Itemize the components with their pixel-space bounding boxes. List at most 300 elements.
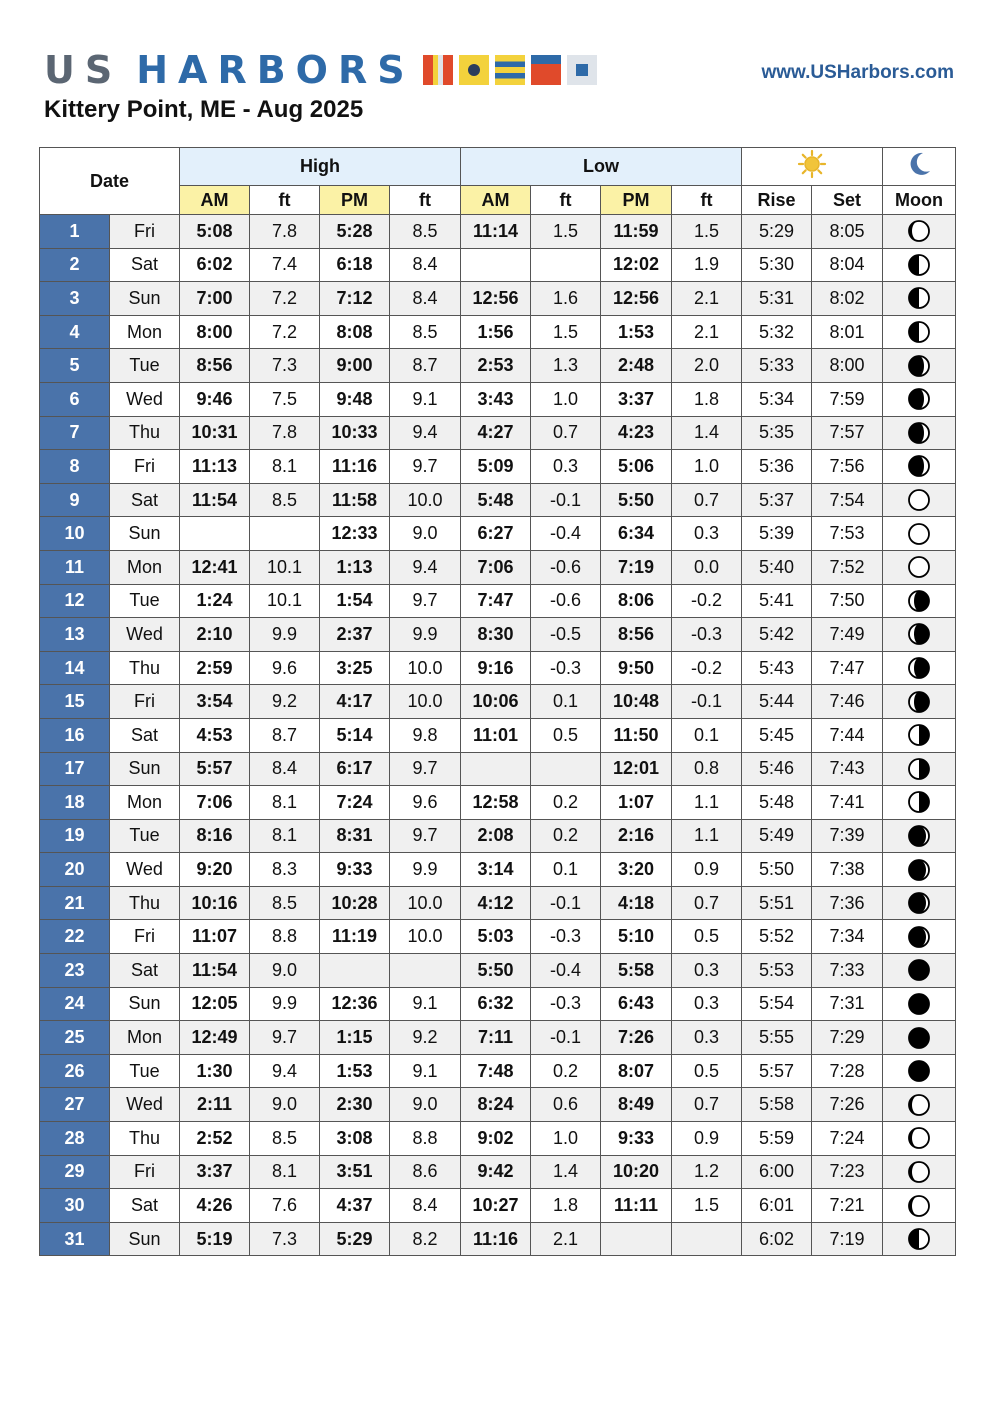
- day-number: 12: [40, 584, 110, 618]
- low-am-time: 5:09: [461, 450, 531, 484]
- sunset-time: 8:00: [812, 349, 883, 383]
- high-am-height: 7.2: [250, 282, 320, 316]
- sunrise-time: 5:43: [742, 651, 812, 685]
- high-pm-time: 11:19: [320, 920, 390, 954]
- sunrise-time: 5:53: [742, 954, 812, 988]
- sunrise-time: 5:49: [742, 819, 812, 853]
- high-am-time: 5:19: [180, 1222, 250, 1256]
- low-pm-time: 7:26: [601, 1021, 672, 1055]
- moon-phase-new-icon: [907, 1026, 931, 1050]
- high-am-time: 7:00: [180, 282, 250, 316]
- day-of-week: Sun: [110, 1222, 180, 1256]
- high-pm-height: 10.0: [390, 651, 461, 685]
- flag-icon: [531, 55, 561, 85]
- low-am-height: 0.7: [531, 416, 601, 450]
- low-am-time: 10:06: [461, 685, 531, 719]
- low-am-time: 11:01: [461, 718, 531, 752]
- moon-phase-cell: [883, 416, 956, 450]
- low-pm-height: 0.1: [672, 718, 742, 752]
- high-pm-time: 5:29: [320, 1222, 390, 1256]
- high-am-height: 7.2: [250, 315, 320, 349]
- high-am-height: 9.4: [250, 1054, 320, 1088]
- sunset-header: Set: [812, 186, 883, 215]
- table-row: [40, 315, 956, 349]
- high-pm-height: 8.4: [390, 282, 461, 316]
- high-pm-height: 9.7: [390, 819, 461, 853]
- high-am-height: 8.5: [250, 1122, 320, 1156]
- low-pm-height: 0.7: [672, 886, 742, 920]
- low-am-time: 4:12: [461, 886, 531, 920]
- moon-phase-waxing-crescent-icon: [907, 219, 931, 243]
- high-pm-height: 9.4: [390, 416, 461, 450]
- high-pm-height: 9.8: [390, 718, 461, 752]
- table-row: [40, 920, 956, 954]
- high-am-time: 8:00: [180, 315, 250, 349]
- day-of-week: Wed: [110, 618, 180, 652]
- table-row: [40, 382, 956, 416]
- moon-phase-cell: [883, 618, 956, 652]
- low-am-time: 1:56: [461, 315, 531, 349]
- sunrise-time: 6:00: [742, 1155, 812, 1189]
- sunset-time: 7:52: [812, 550, 883, 584]
- high-am-time: 8:56: [180, 349, 250, 383]
- usharbors-logo: [44, 48, 597, 92]
- high-pm-time: 5:28: [320, 215, 390, 249]
- table-row: [40, 584, 956, 618]
- low-am-height: -0.4: [531, 954, 601, 988]
- high-am-ft-header: ft: [250, 186, 320, 215]
- day-of-week: Thu: [110, 886, 180, 920]
- sunset-time: 7:54: [812, 483, 883, 517]
- table-row: [40, 819, 956, 853]
- moon-phase-waxing-gibbous-icon: [907, 421, 931, 445]
- low-am-time: 5:03: [461, 920, 531, 954]
- low-pm-header: PM: [601, 186, 672, 215]
- sunrise-time: 5:55: [742, 1021, 812, 1055]
- low-pm-height: 1.8: [672, 382, 742, 416]
- high-pm-time: 8:08: [320, 315, 390, 349]
- moon-phase-waxing-gibbous-icon: [907, 387, 931, 411]
- sunset-time: 7:46: [812, 685, 883, 719]
- high-pm-time: 12:36: [320, 987, 390, 1021]
- high-am-height: 7.4: [250, 248, 320, 282]
- high-am-time: 11:54: [180, 483, 250, 517]
- sunrise-time: 5:30: [742, 248, 812, 282]
- sunrise-time: 5:34: [742, 382, 812, 416]
- nautical-flags: [423, 55, 597, 85]
- moon-phase-new-icon: [907, 1059, 931, 1083]
- moon-phase-waning-crescent-icon: [907, 824, 931, 848]
- table-row: [40, 1155, 956, 1189]
- high-pm-time: 2:37: [320, 618, 390, 652]
- low-am-height: -0.3: [531, 920, 601, 954]
- moon-phase-cell: [883, 215, 956, 249]
- high-am-height: 7.3: [250, 349, 320, 383]
- low-pm-height: 2.1: [672, 282, 742, 316]
- low-pm-height: 0.9: [672, 853, 742, 887]
- sunrise-time: 5:54: [742, 987, 812, 1021]
- high-am-height: 9.0: [250, 954, 320, 988]
- low-am-time: 8:24: [461, 1088, 531, 1122]
- low-am-time: 7:47: [461, 584, 531, 618]
- sunset-time: 7:34: [812, 920, 883, 954]
- low-am-time: 2:08: [461, 819, 531, 853]
- day-number: 21: [40, 886, 110, 920]
- low-pm-height: 0.3: [672, 954, 742, 988]
- high-pm-time: 6:17: [320, 752, 390, 786]
- high-am-time: 3:54: [180, 685, 250, 719]
- low-pm-time: 12:56: [601, 282, 672, 316]
- low-pm-height: 1.5: [672, 1189, 742, 1223]
- high-am-height: 8.1: [250, 786, 320, 820]
- sunset-time: 8:02: [812, 282, 883, 316]
- high-am-height: 8.1: [250, 1155, 320, 1189]
- high-am-time: 2:52: [180, 1122, 250, 1156]
- sunrise-time: 5:52: [742, 920, 812, 954]
- moon-phase-first-quarter-icon: [907, 320, 931, 344]
- day-number: 30: [40, 1189, 110, 1223]
- high-pm-time: 8:31: [320, 819, 390, 853]
- day-number: 1: [40, 215, 110, 249]
- low-pm-time: 5:50: [601, 483, 672, 517]
- high-pm-time: 2:30: [320, 1088, 390, 1122]
- low-am-height: -0.1: [531, 483, 601, 517]
- low-am-time: 8:30: [461, 618, 531, 652]
- sunset-time: 7:53: [812, 517, 883, 551]
- day-number: 10: [40, 517, 110, 551]
- low-am-height: 2.1: [531, 1222, 601, 1256]
- table-row: [40, 1054, 956, 1088]
- sunrise-time: 5:57: [742, 1054, 812, 1088]
- moon-header-icon-cell: [883, 148, 956, 186]
- day-number: 11: [40, 550, 110, 584]
- high-am-height: 7.3: [250, 1222, 320, 1256]
- high-pm-time: 9:33: [320, 853, 390, 887]
- low-pm-height: -0.1: [672, 685, 742, 719]
- moon-phase-cell: [883, 752, 956, 786]
- low-am-height: [531, 752, 601, 786]
- high-pm-height: 9.9: [390, 853, 461, 887]
- low-am-height: 0.2: [531, 786, 601, 820]
- sunrise-time: 5:36: [742, 450, 812, 484]
- high-am-time: 10:16: [180, 886, 250, 920]
- sunset-time: 7:23: [812, 1155, 883, 1189]
- day-of-week: Thu: [110, 1122, 180, 1156]
- day-of-week: Fri: [110, 920, 180, 954]
- low-am-height: -0.6: [531, 584, 601, 618]
- table-row: [40, 416, 956, 450]
- table-row: [40, 786, 956, 820]
- moon-phase-waning-gibbous-icon: [907, 690, 931, 714]
- high-pm-header: PM: [320, 186, 390, 215]
- sunset-time: 7:26: [812, 1088, 883, 1122]
- high-pm-height: 8.5: [390, 215, 461, 249]
- day-of-week: Mon: [110, 550, 180, 584]
- high-am-time: 11:54: [180, 954, 250, 988]
- sunrise-time: 5:44: [742, 685, 812, 719]
- crescent-moon-icon: [905, 150, 933, 178]
- low-am-height: 0.2: [531, 1054, 601, 1088]
- low-am-time: 7:11: [461, 1021, 531, 1055]
- low-pm-time: 1:07: [601, 786, 672, 820]
- day-number: 5: [40, 349, 110, 383]
- low-am-time: 6:32: [461, 987, 531, 1021]
- sunrise-time: 6:01: [742, 1189, 812, 1223]
- low-am-height: [531, 248, 601, 282]
- sunrise-time: 5:42: [742, 618, 812, 652]
- low-am-height: 1.4: [531, 1155, 601, 1189]
- low-pm-time: 12:01: [601, 752, 672, 786]
- low-am-height: 1.0: [531, 382, 601, 416]
- table-row: [40, 718, 956, 752]
- high-am-time: 11:13: [180, 450, 250, 484]
- high-pm-height: 10.0: [390, 920, 461, 954]
- low-am-height: 1.0: [531, 1122, 601, 1156]
- high-pm-time: 9:00: [320, 349, 390, 383]
- sunset-time: 7:31: [812, 987, 883, 1021]
- moon-phase-cell: [883, 1189, 956, 1223]
- sun-header: [742, 148, 883, 186]
- moon-phase-cell: [883, 517, 956, 551]
- low-pm-time: 10:20: [601, 1155, 672, 1189]
- high-am-time: 1:30: [180, 1054, 250, 1088]
- low-pm-time: 10:48: [601, 685, 672, 719]
- flag-icon: [495, 55, 525, 85]
- day-number: 29: [40, 1155, 110, 1189]
- high-pm-time: 3:51: [320, 1155, 390, 1189]
- table-row: [40, 550, 956, 584]
- low-pm-height: -0.3: [672, 618, 742, 652]
- high-pm-time: 12:33: [320, 517, 390, 551]
- flag-icon: [423, 55, 453, 85]
- moon-phase-waning-gibbous-icon: [907, 622, 931, 646]
- moon-phase-cell: [883, 1088, 956, 1122]
- day-of-week: Sun: [110, 517, 180, 551]
- high-pm-height: 10.0: [390, 886, 461, 920]
- low-am-time: 11:14: [461, 215, 531, 249]
- day-number: 15: [40, 685, 110, 719]
- low-am-time: 9:42: [461, 1155, 531, 1189]
- high-am-height: [250, 517, 320, 551]
- sunrise-time: 5:48: [742, 786, 812, 820]
- moon-phase-cell: [883, 651, 956, 685]
- website-link[interactable]: www.USHarbors.com: [761, 62, 954, 83]
- high-am-time: 6:02: [180, 248, 250, 282]
- low-am-time: 9:02: [461, 1122, 531, 1156]
- low-pm-time: 8:07: [601, 1054, 672, 1088]
- moon-phase-waxing-crescent-icon: [907, 1126, 931, 1150]
- moon-phase-full-icon: [907, 522, 931, 546]
- low-am-time: 3:14: [461, 853, 531, 887]
- table-row: [40, 1088, 956, 1122]
- sunset-time: 7:43: [812, 752, 883, 786]
- table-row: [40, 987, 956, 1021]
- sunset-time: 7:29: [812, 1021, 883, 1055]
- high-pm-height: 8.7: [390, 349, 461, 383]
- sunset-time: 7:44: [812, 718, 883, 752]
- day-number: 17: [40, 752, 110, 786]
- moon-phase-cell: [883, 450, 956, 484]
- day-of-week: Wed: [110, 1088, 180, 1122]
- high-pm-time: 11:16: [320, 450, 390, 484]
- sunset-time: 7:28: [812, 1054, 883, 1088]
- day-number: 18: [40, 786, 110, 820]
- moon-phase-new-icon: [907, 992, 931, 1016]
- sunrise-time: 5:39: [742, 517, 812, 551]
- sun-icon: [797, 149, 827, 179]
- low-am-time: 10:27: [461, 1189, 531, 1223]
- moon-phase-cell: [883, 819, 956, 853]
- table-row: [40, 752, 956, 786]
- low-pm-time: 8:06: [601, 584, 672, 618]
- high-am-time: 2:10: [180, 618, 250, 652]
- high-pm-height: 8.4: [390, 248, 461, 282]
- table-row: [40, 450, 956, 484]
- low-am-time: 5:48: [461, 483, 531, 517]
- low-pm-time: [601, 1222, 672, 1256]
- tide-table: [39, 147, 956, 1256]
- low-pm-height: 0.7: [672, 483, 742, 517]
- low-am-height: 0.2: [531, 819, 601, 853]
- sunrise-time: 5:41: [742, 584, 812, 618]
- day-of-week: Sat: [110, 483, 180, 517]
- low-am-height: 0.3: [531, 450, 601, 484]
- sunrise-time: 5:32: [742, 315, 812, 349]
- high-am-height: 9.7: [250, 1021, 320, 1055]
- high-pm-time: 7:12: [320, 282, 390, 316]
- day-number: 25: [40, 1021, 110, 1055]
- high-am-height: 8.5: [250, 886, 320, 920]
- high-am-time: 7:06: [180, 786, 250, 820]
- day-number: 20: [40, 853, 110, 887]
- moon-phase-cell: [883, 987, 956, 1021]
- sunset-time: 7:21: [812, 1189, 883, 1223]
- high-pm-time: 7:24: [320, 786, 390, 820]
- low-pm-time: 11:50: [601, 718, 672, 752]
- high-am-time: 4:53: [180, 718, 250, 752]
- tide-table-body: [40, 215, 956, 1256]
- moon-phase-waxing-crescent-icon: [907, 1160, 931, 1184]
- high-pm-height: 9.2: [390, 1021, 461, 1055]
- low-pm-height: 0.3: [672, 1021, 742, 1055]
- low-pm-time: 6:43: [601, 987, 672, 1021]
- moon-phase-waning-crescent-icon: [907, 891, 931, 915]
- high-pm-time: 5:14: [320, 718, 390, 752]
- high-pm-height: 9.7: [390, 752, 461, 786]
- day-number: 24: [40, 987, 110, 1021]
- logo-us-text: US: [44, 48, 123, 92]
- sunset-time: 7:59: [812, 382, 883, 416]
- high-pm-height: 8.2: [390, 1222, 461, 1256]
- low-am-ft-header: ft: [531, 186, 601, 215]
- moon-phase-first-quarter-icon: [907, 1227, 931, 1251]
- low-am-time: 6:27: [461, 517, 531, 551]
- sunrise-time: 5:33: [742, 349, 812, 383]
- moon-phase-cell: [883, 685, 956, 719]
- high-am-height: 10.1: [250, 550, 320, 584]
- high-pm-height: 8.8: [390, 1122, 461, 1156]
- table-row: [40, 954, 956, 988]
- high-am-time: 12:05: [180, 987, 250, 1021]
- low-pm-height: 2.1: [672, 315, 742, 349]
- day-of-week: Thu: [110, 651, 180, 685]
- low-pm-height: [672, 1222, 742, 1256]
- high-am-time: 1:24: [180, 584, 250, 618]
- day-of-week: Tue: [110, 584, 180, 618]
- high-pm-height: 9.4: [390, 550, 461, 584]
- moon-phase-cell: [883, 382, 956, 416]
- sunset-time: 7:24: [812, 1122, 883, 1156]
- day-of-week: Sun: [110, 282, 180, 316]
- high-pm-height: 9.7: [390, 450, 461, 484]
- high-am-height: 9.0: [250, 1088, 320, 1122]
- table-row: [40, 282, 956, 316]
- low-am-time: 7:06: [461, 550, 531, 584]
- sunrise-time: 5:31: [742, 282, 812, 316]
- moon-phase-cell: [883, 886, 956, 920]
- sunrise-header: Rise: [742, 186, 812, 215]
- table-row: [40, 685, 956, 719]
- day-number: 28: [40, 1122, 110, 1156]
- sunset-time: 7:41: [812, 786, 883, 820]
- moon-phase-cell: [883, 282, 956, 316]
- moon-phase-waxing-crescent-icon: [907, 1093, 931, 1117]
- high-pm-time: 4:17: [320, 685, 390, 719]
- day-of-week: Thu: [110, 416, 180, 450]
- moon-phase-first-quarter-icon: [907, 286, 931, 310]
- day-of-week: Mon: [110, 786, 180, 820]
- day-number: 7: [40, 416, 110, 450]
- day-number: 2: [40, 248, 110, 282]
- high-pm-time: 4:37: [320, 1189, 390, 1223]
- low-pm-time: 4:23: [601, 416, 672, 450]
- high-pm-height: 9.1: [390, 1054, 461, 1088]
- low-am-time: 12:56: [461, 282, 531, 316]
- low-pm-time: 2:48: [601, 349, 672, 383]
- low-pm-height: 0.8: [672, 752, 742, 786]
- low-pm-height: 1.5: [672, 215, 742, 249]
- high-am-time: 10:31: [180, 416, 250, 450]
- high-am-time: 2:11: [180, 1088, 250, 1122]
- day-of-week: Wed: [110, 382, 180, 416]
- sunset-time: 7:38: [812, 853, 883, 887]
- high-pm-height: 9.6: [390, 786, 461, 820]
- moon-phase-new-icon: [907, 958, 931, 982]
- sunset-time: 8:04: [812, 248, 883, 282]
- sunrise-time: 5:58: [742, 1088, 812, 1122]
- day-of-week: Fri: [110, 685, 180, 719]
- high-pm-height: 9.9: [390, 618, 461, 652]
- low-am-height: 0.1: [531, 685, 601, 719]
- high-am-time: 4:26: [180, 1189, 250, 1223]
- high-pm-time: 10:28: [320, 886, 390, 920]
- high-am-time: 9:46: [180, 382, 250, 416]
- sunset-time: 7:39: [812, 819, 883, 853]
- high-am-height: 8.4: [250, 752, 320, 786]
- table-row: [40, 1122, 956, 1156]
- low-am-time: 2:53: [461, 349, 531, 383]
- low-pm-height: 0.9: [672, 1122, 742, 1156]
- moon-phase-waxing-gibbous-icon: [907, 354, 931, 378]
- low-pm-time: 12:02: [601, 248, 672, 282]
- moon-phase-last-quarter-icon: [907, 723, 931, 747]
- sunset-time: 7:36: [812, 886, 883, 920]
- low-pm-height: 0.0: [672, 550, 742, 584]
- low-pm-time: 2:16: [601, 819, 672, 853]
- table-row: [40, 215, 956, 249]
- high-pm-time: 9:48: [320, 382, 390, 416]
- high-am-height: 8.1: [250, 819, 320, 853]
